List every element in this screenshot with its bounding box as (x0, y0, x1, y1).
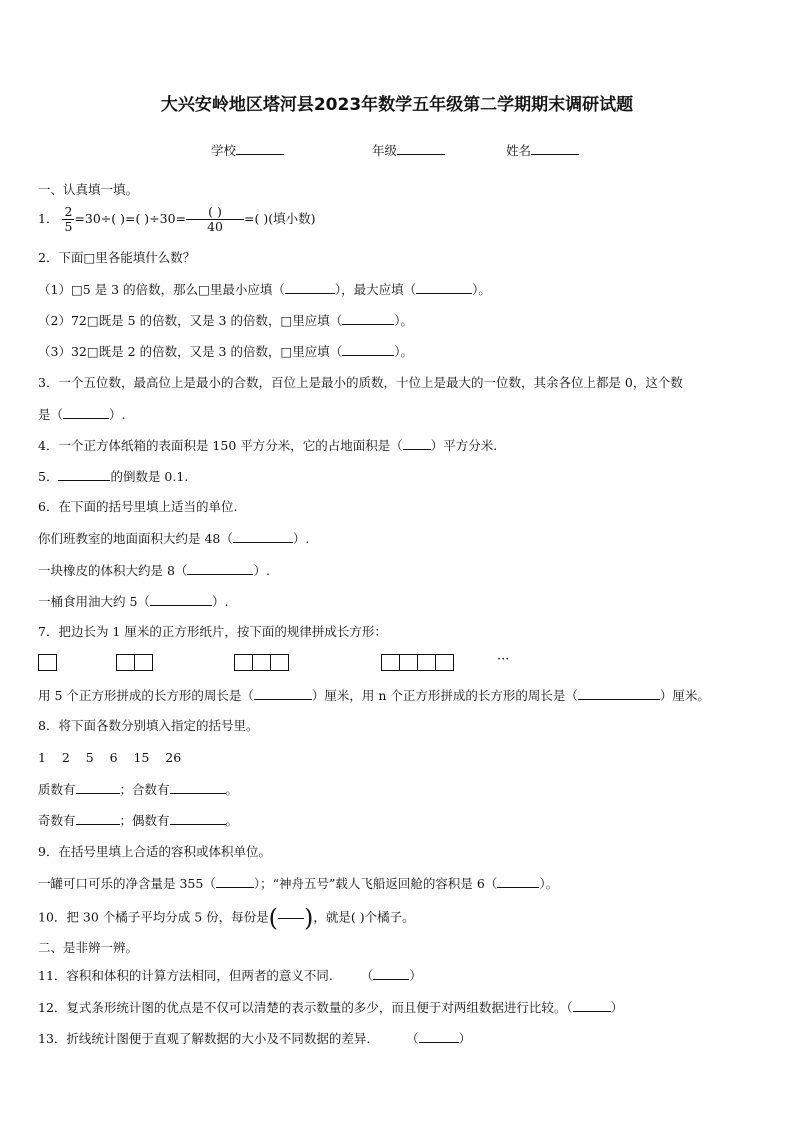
q10-left-paren: ( (268, 904, 279, 932)
q7-blank-1[interactable] (254, 687, 312, 700)
q13-paren-open: （ (406, 1031, 419, 1046)
question-7-answer-line (38, 687, 710, 704)
q12-text: 12．复式条形统计图的优点是不仅可以清楚的表示数量的多少，而且便于对两组数据进行比较。（ (38, 1000, 573, 1015)
name-blank[interactable] (531, 142, 579, 155)
square (418, 654, 436, 671)
q8-number: 15 (133, 750, 150, 765)
square-row-4 (381, 654, 454, 671)
question-2-sub-1 (38, 281, 491, 298)
q1-fraction-2-denominator: 40 (207, 219, 223, 234)
q8-prime-label: 质数有 (38, 782, 76, 797)
q10-text-a: 10．把 30 个橘子平均分成 5 份，每份是 (38, 909, 269, 925)
question-6-line-3 (38, 593, 228, 610)
q13-text: 13．折线统计图便于直观了解数据的大小及不同数据的差异. (38, 1031, 371, 1046)
q2-sub2-text-b: ）。 (394, 313, 414, 328)
q13-paren-close: ） (458, 1031, 472, 1046)
q7-text-a: 用 5 个正方形拼成的长方形的周长是（ (38, 688, 254, 703)
square-row-1 (38, 654, 57, 671)
section-1-heading: 一、认真填一填。 (38, 182, 139, 197)
square (253, 654, 271, 671)
question-9-line (38, 875, 558, 892)
q1-fraction-numerator: 2 (64, 204, 73, 219)
q9-text-a: 一罐可口可乐的净含量是 355（ (38, 876, 216, 891)
q4-text-b: ）平方分米. (430, 438, 498, 453)
school-blank[interactable] (236, 142, 284, 155)
section-2-heading: 二、是非辨一辨。 (38, 940, 139, 955)
q8-end-mark: 。 (225, 782, 239, 797)
q1-fraction-denominator: 5 (64, 219, 73, 234)
q8-number: 26 (165, 750, 182, 765)
question-8: 8．将下面各数分别填入指定的括号里。 (38, 718, 259, 733)
q13-answer-blank[interactable] (419, 1030, 459, 1043)
question-2: 2．下面□里各能填什么数？ (38, 250, 196, 265)
q2-sub3-text-a: （3）32□既是 2 的倍数，又是 3 的倍数，□里应填（ (38, 344, 343, 359)
q5-text-b: 的倒数是 0.1. (110, 469, 189, 484)
question-2-sub-2 (38, 312, 413, 329)
q6-l2-text-a: 一块橡皮的体积大约是 8（ (38, 563, 188, 578)
q4-blank[interactable] (403, 437, 431, 450)
q7-text-b: ）厘米，用 n 个正方形拼成的长方形的周长是（ (311, 688, 578, 703)
q9-text-c: ）。 (539, 876, 559, 891)
question-6-line-1 (38, 530, 309, 547)
q8-number: 6 (109, 750, 118, 765)
q9-blank-1[interactable] (216, 875, 254, 888)
q8-end-mark: 。 (225, 813, 239, 828)
question-6: 6．在下面的括号里填上适当的单位. (38, 499, 238, 514)
question-5 (38, 468, 188, 485)
question-3-line-2 (38, 406, 126, 423)
q8-odd-label: 奇数有 (38, 813, 76, 828)
q1-fraction (62, 205, 74, 234)
q8-number: 5 (85, 750, 94, 765)
q1-fraction-2-numerator: ( ) (186, 205, 244, 220)
question-13 (38, 1030, 471, 1047)
q8-number: 2 (61, 750, 70, 765)
question-11 (38, 967, 422, 984)
question-1 (38, 205, 316, 234)
q8-prime-blank[interactable] (76, 781, 120, 794)
q2-sub2-text-a: （2）72□既是 5 的倍数，又是 3 的倍数，□里应填（ (38, 313, 343, 328)
q6-l1-text-b: ）. (292, 531, 310, 546)
page-title: 大兴安岭地区塔河县2023年数学五年级第二学期期末调研试题 (160, 95, 634, 115)
continuation-dots: ··· (497, 652, 510, 667)
square (39, 654, 57, 671)
q6-l2-blank[interactable] (187, 562, 253, 575)
q8-number: 1 (38, 750, 46, 765)
q11-answer-blank[interactable] (373, 967, 409, 980)
q8-composite-label: ；合数有 (119, 782, 170, 797)
question-12 (38, 999, 623, 1016)
name-label: 姓名 (506, 143, 532, 158)
q8-prime-composite-line (38, 781, 238, 798)
square-row-3 (234, 654, 289, 671)
q2-sub1-blank-1[interactable] (285, 281, 335, 294)
grade-label: 年级 (372, 143, 398, 158)
q2-sub1-blank-2[interactable] (416, 281, 472, 294)
q2-sub3-text-b: ）。 (394, 344, 414, 359)
question-3-line-1: 3．一个五位数，最高位上是最小的合数，百位上是最小的质数，十位上是最大的一位数，其余各位上都是 0，这个数 (38, 375, 683, 390)
question-9: 9．在括号里填上合适的容积或体积单位。 (38, 844, 271, 859)
q5-blank[interactable] (58, 468, 110, 481)
question-4 (38, 437, 497, 454)
square (117, 654, 135, 671)
q8-number-list (38, 750, 181, 766)
square-row-2 (116, 654, 153, 671)
q10-right-paren: ) (304, 904, 314, 932)
q2-sub3-blank[interactable] (342, 343, 394, 356)
q10-text-b: ，就是( )个橘子。 (313, 909, 415, 925)
q12-answer-blank[interactable] (573, 999, 611, 1012)
q12-paren-close: ） (610, 1000, 624, 1015)
q9-text-b: ）；“神舟五号”载人飞船返回舱的容积是 6（ (253, 876, 498, 891)
q11-text: 11．容积和体积的计算方法相同，但两者的意义不同. (38, 968, 333, 983)
q2-sub1-text-b: ），最大应填（ (334, 282, 417, 297)
q8-even-label: ；偶数有 (119, 813, 170, 828)
q3-text-a: 是（ (38, 407, 64, 422)
school-field (211, 141, 284, 159)
q9-blank-2[interactable] (497, 875, 539, 888)
q8-odd-even-line (38, 812, 238, 829)
q2-sub2-blank[interactable] (342, 312, 394, 325)
q6-l2-text-b: ）. (253, 563, 270, 578)
square (135, 654, 153, 671)
q7-text-c: ）厘米。 (659, 688, 710, 703)
square (436, 654, 454, 671)
q2-sub1-text-c: ）。 (472, 282, 491, 297)
q8-even-blank[interactable] (170, 812, 226, 825)
q11-paren-close: ） (409, 968, 422, 983)
question-10 (38, 904, 415, 932)
q10-fraction-bar[interactable] (278, 918, 304, 919)
q8-odd-blank[interactable] (76, 812, 120, 825)
square (271, 654, 289, 671)
q2-sub1-text-a: （1）□5 是 3 的倍数，那么□里最小应填（ (38, 282, 285, 297)
q1-number: 1． (38, 211, 59, 226)
q11-paren-open: （ (360, 968, 374, 983)
square (400, 654, 418, 671)
q6-l3-blank[interactable] (150, 593, 212, 606)
q3-text-b: ）. (109, 407, 126, 422)
grade-field (372, 141, 445, 159)
q5-text-a: 5． (38, 469, 59, 484)
q6-l3-text-b: ）. (211, 594, 229, 609)
q6-l1-text-a: 你们班教室的地面面积大约是 48（ (38, 531, 233, 546)
q1-part-a: =30÷( )=( )÷30= (74, 211, 187, 226)
question-2-sub-3 (38, 343, 413, 360)
q8-composite-blank[interactable] (170, 781, 226, 794)
question-7: 7．把边长为 1 厘米的正方形纸片，按下面的规律拼成长方形： (38, 624, 387, 639)
q4-text-a: 4．一个正方体纸箱的表面积是 150 平方分米，它的占地面积是（ (38, 438, 403, 453)
question-6-line-2 (38, 562, 270, 579)
q6-l3-text-a: 一桶食用油大约 5（ (38, 594, 150, 609)
q7-blank-2[interactable] (578, 687, 660, 700)
grade-blank[interactable] (397, 142, 445, 155)
school-label: 学校 (211, 143, 237, 158)
square (235, 654, 253, 671)
q3-blank[interactable] (63, 406, 109, 419)
q6-l1-blank[interactable] (233, 530, 293, 543)
square (382, 654, 400, 671)
q1-part-b: =( )(填小数) (244, 211, 316, 226)
q1-fraction-2 (186, 205, 244, 234)
name-field (506, 141, 579, 159)
